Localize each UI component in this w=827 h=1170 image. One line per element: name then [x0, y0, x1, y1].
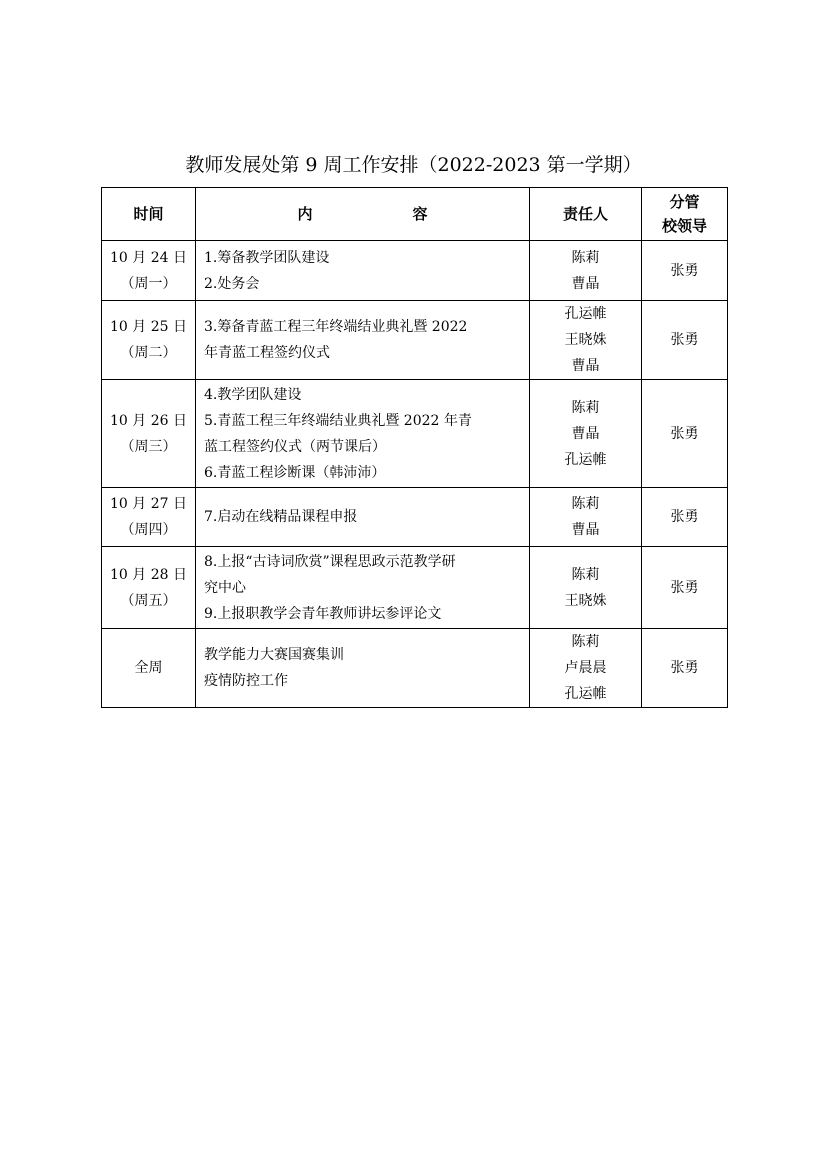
- person-name: 曹晶: [571, 275, 600, 292]
- person-name: 曹晶: [571, 358, 600, 374]
- person-name: 陈莉: [571, 566, 600, 583]
- table-row: [102, 380, 728, 488]
- table-row: [102, 629, 728, 708]
- person-name: 孔运帷: [564, 451, 607, 468]
- leader-cell: 张勇: [642, 301, 728, 380]
- date: 全周: [134, 660, 163, 676]
- table-row: [102, 547, 728, 629]
- person-name: 曹晶: [571, 522, 600, 538]
- date-cell: [102, 547, 196, 629]
- date: 10 月 27 日: [110, 496, 187, 512]
- schedule-table: [101, 187, 728, 708]
- person-name: 陈莉: [571, 249, 600, 266]
- leader-cell: 张勇: [642, 488, 728, 547]
- person-cell: [530, 301, 642, 380]
- content-cell: [196, 629, 530, 708]
- task-item: 年青蓝工程签约仪式: [204, 345, 330, 361]
- person-name: 王晓姝: [564, 332, 607, 348]
- leader-cell: 张勇: [642, 547, 728, 629]
- table-row: [102, 301, 728, 380]
- header-content-right: 容: [412, 205, 428, 223]
- task-item: 疫情防控工作: [204, 673, 288, 689]
- header-row: [102, 188, 728, 241]
- header-leader: [642, 188, 728, 241]
- date: 10 月 24 日: [110, 249, 187, 266]
- task-item: 6.青蓝工程诊断课（韩沛沛）: [204, 464, 386, 481]
- person-cell: [530, 547, 642, 629]
- content-cell: [196, 241, 530, 301]
- content-cell: [196, 380, 530, 488]
- content-cell: [196, 301, 530, 380]
- task-item: 8.上报“古诗词欣赏”课程思政示范教学研: [204, 553, 456, 570]
- person-name: 王晓姝: [564, 592, 607, 609]
- task-item: 究中心: [204, 579, 246, 596]
- header-person: 责任人: [530, 188, 642, 241]
- content-cell: [196, 488, 530, 547]
- leader-cell: 张勇: [642, 380, 728, 488]
- task-item: 蓝工程签约仪式（两节课后）: [204, 438, 386, 455]
- person-name: 卢晨晨: [564, 660, 607, 676]
- person-name: 孔运帷: [564, 686, 607, 702]
- weekday: （周二）: [120, 345, 177, 361]
- header-leader-line2: 校领导: [661, 217, 707, 235]
- person-cell: [530, 629, 642, 708]
- date-cell: [102, 380, 196, 488]
- person-cell: [530, 380, 642, 488]
- table-row: [102, 488, 728, 547]
- header-content: [196, 188, 530, 241]
- date-cell: [102, 241, 196, 301]
- person-name: 孔运帷: [564, 306, 607, 322]
- weekday: （周一）: [120, 275, 177, 292]
- weekday: （周五）: [120, 592, 177, 609]
- task-item: 教学能力大赛国赛集训: [204, 647, 344, 663]
- header-leader-line1: 分管: [669, 193, 700, 211]
- task-item: 5.青蓝工程三年终端结业典礼暨 2022 年青: [204, 412, 472, 429]
- person-name: 曹晶: [571, 425, 600, 442]
- weekday: （周三）: [120, 438, 177, 455]
- date-cell: [102, 301, 196, 380]
- date: 10 月 25 日: [110, 319, 187, 335]
- header-time: 时间: [102, 188, 196, 241]
- date: 10 月 26 日: [110, 412, 187, 429]
- leader-cell: 张勇: [642, 629, 728, 708]
- date-cell: [102, 629, 196, 708]
- task-item: 3.筹备青蓝工程三年终端结业典礼暨 2022: [204, 319, 468, 335]
- task-item: 2.处务会: [204, 275, 260, 292]
- person-name: 陈莉: [571, 496, 600, 512]
- header-content-left: 内: [297, 205, 313, 223]
- date: 10 月 28 日: [110, 566, 187, 583]
- weekday: （周四）: [120, 522, 177, 538]
- task-item: 7.启动在线精品课程申报: [204, 509, 358, 525]
- person-name: 陈莉: [571, 634, 600, 650]
- person-name: 陈莉: [571, 399, 600, 416]
- person-cell: [530, 488, 642, 547]
- content-cell: [196, 547, 530, 629]
- table-row: [102, 241, 728, 301]
- page-title: 教师发展处第 9 周工作安排（2022-2023 第一学期）: [185, 154, 642, 176]
- person-cell: [530, 241, 642, 301]
- task-item: 1.筹备教学团队建设: [204, 249, 330, 266]
- task-item: 4.教学团队建设: [204, 386, 302, 403]
- date-cell: [102, 488, 196, 547]
- task-item: 9.上报职教学会青年教师讲坛参评论文: [204, 605, 442, 622]
- leader-cell: 张勇: [642, 241, 728, 301]
